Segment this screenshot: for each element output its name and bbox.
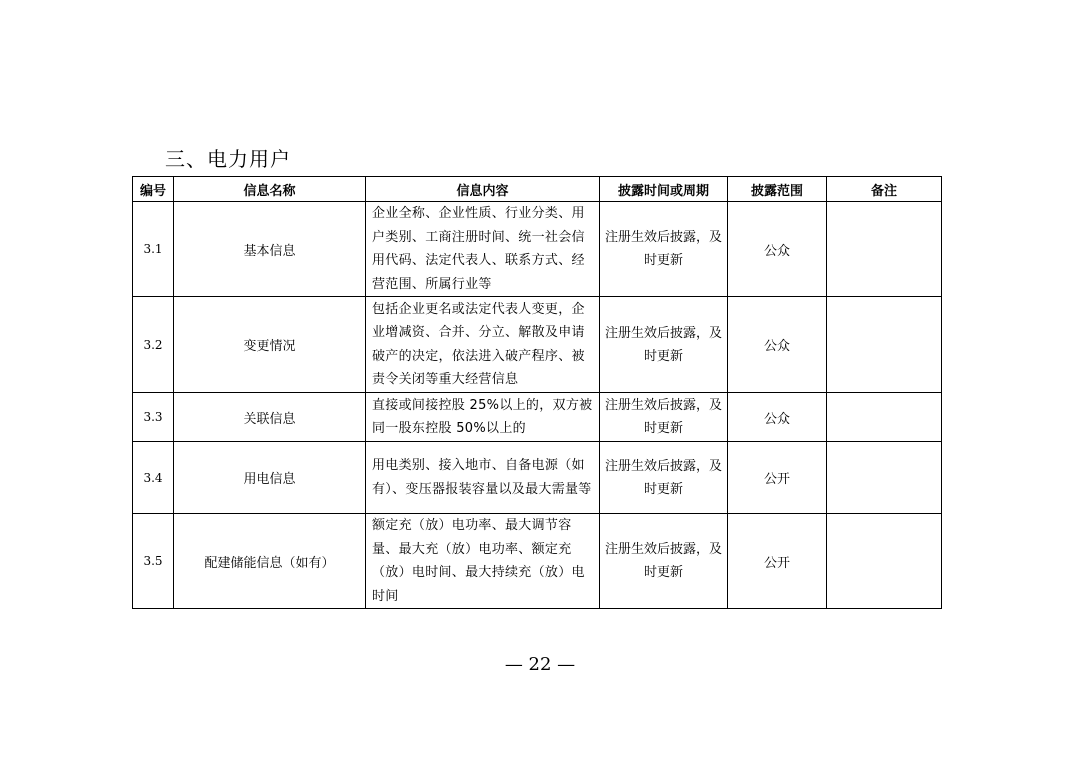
row-number: 3.2 — [133, 297, 174, 393]
table-row — [133, 442, 942, 514]
row-remark — [827, 442, 942, 514]
row-disclosure-scope: 公开 — [728, 442, 827, 514]
row-info-name: 关联信息 — [174, 393, 366, 442]
row-disclosure-time: 注册生效后披露，及时更新 — [600, 514, 728, 609]
row-disclosure-time: 注册生效后披露，及时更新 — [600, 297, 728, 393]
row-info-name: 变更情况 — [174, 297, 366, 393]
row-disclosure-scope: 公众 — [728, 202, 827, 297]
row-disclosure-scope: 公众 — [728, 393, 827, 442]
row-disclosure-time: 注册生效后披露，及时更新 — [600, 393, 728, 442]
row-number: 3.1 — [133, 202, 174, 297]
table-row — [133, 514, 942, 609]
header-number: 编号 — [133, 177, 174, 202]
header-disclosure-time: 披露时间或周期 — [600, 177, 728, 202]
header-info-name: 信息名称 — [174, 177, 366, 202]
table-row — [133, 393, 942, 442]
row-info-content: 直接或间接控股 25%以上的，双方被同一股东控股 50%以上的 — [366, 393, 600, 442]
row-number: 3.3 — [133, 393, 174, 442]
row-disclosure-scope: 公开 — [728, 514, 827, 609]
row-info-name: 基本信息 — [174, 202, 366, 297]
row-disclosure-time: 注册生效后披露，及时更新 — [600, 202, 728, 297]
row-remark — [827, 297, 942, 393]
row-info-content: 用电类别、接入地市、自备电源（如有）、变压器报装容量以及最大需量等 — [366, 442, 600, 514]
row-info-name: 用电信息 — [174, 442, 366, 514]
row-disclosure-time: 注册生效后披露，及时更新 — [600, 442, 728, 514]
table-header-row — [133, 177, 942, 202]
row-info-content: 企业全称、企业性质、行业分类、用户类别、工商注册时间、统一社会信用代码、法定代表人、联系方式、经营范围、所属行业等 — [366, 202, 600, 297]
info-table — [132, 176, 942, 609]
table-row — [133, 297, 942, 393]
section-title: 三、电力用户 — [165, 147, 291, 171]
row-info-content: 额定充（放）电功率、最大调节容量、最大充（放）电功率、额定充（放）电时间、最大持续充（放）电时间 — [366, 514, 600, 609]
row-remark — [827, 514, 942, 609]
row-remark — [827, 202, 942, 297]
page-number: — 22 — — [504, 654, 576, 675]
row-disclosure-scope: 公众 — [728, 297, 827, 393]
row-info-name: 配建储能信息（如有） — [174, 514, 366, 609]
row-info-content: 包括企业更名或法定代表人变更，企业增减资、合并、分立、解散及申请破产的决定，依法进入破产程序、被责令关闭等重大经营信息 — [366, 297, 600, 393]
table-row — [133, 202, 942, 297]
header-info-content: 信息内容 — [366, 177, 600, 202]
header-remark: 备注 — [827, 177, 942, 202]
row-number: 3.5 — [133, 514, 174, 609]
row-number: 3.4 — [133, 442, 174, 514]
header-disclosure-scope: 披露范围 — [728, 177, 827, 202]
row-remark — [827, 393, 942, 442]
